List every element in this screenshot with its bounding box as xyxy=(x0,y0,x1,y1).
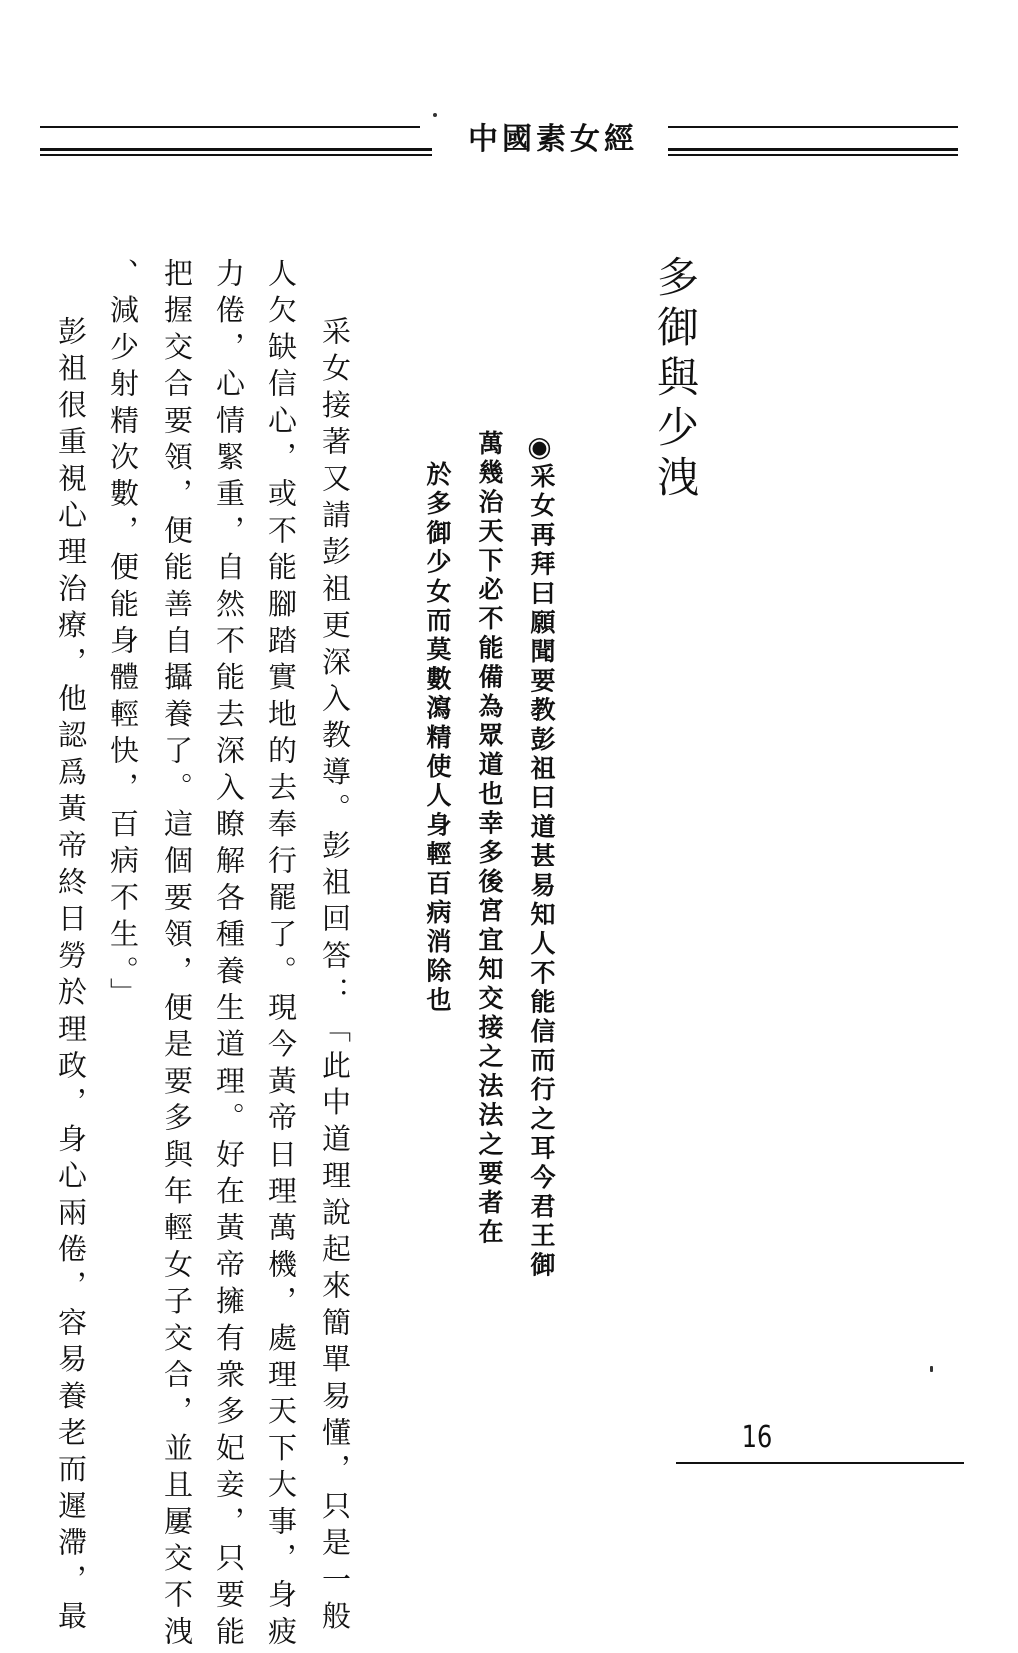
quote-marker-icon: ◉ xyxy=(523,430,556,463)
body-column-5: 、減少射精次數，便能身體輕快，百病不生。」 xyxy=(106,258,140,1015)
body-column-4: 把握交合要領，便能善自攝養了。這個要領，便是要多與年輕女子交合，並且屢交不洩 xyxy=(160,258,194,1653)
quote-line-1: 采女再拜曰願聞要教彭祖曰道甚易知人不能信而行之耳今君王御 xyxy=(527,463,556,1281)
body-column-2: 人欠缺信心，或不能腳踏實地的去奉行罷了。現今黃帝日理萬機，處理天下大事，身疲 xyxy=(264,258,298,1653)
body-column-6: 彭祖很重視心理治療，他認爲黃帝終日勞於理政，身心兩倦，容易養老而遲滯，最 xyxy=(54,316,88,1638)
footer-rule xyxy=(676,1462,964,1464)
book-title: 中國素女經 xyxy=(468,122,638,157)
header-rule-right-bottom-2 xyxy=(668,154,958,156)
section-title: 多御與少洩 xyxy=(651,255,700,505)
header-rule-right-bottom xyxy=(668,148,958,151)
margin-dot xyxy=(930,1366,933,1372)
body-column-3: 力倦，心情緊重，自然不能去深入瞭解各種養生道理。好在黃帝擁有衆多妃妾，只要能 xyxy=(212,258,246,1653)
header-rule-right-top xyxy=(668,126,958,128)
body-column-1: 采女接著又請彭祖更深入教導。彭祖回答：「此中道理說起來簡單易懂，只是一般 xyxy=(318,316,352,1638)
quote-line-2: 萬幾治天下必不能備為眾道也幸多後宮宜知交接之法法之要者在 xyxy=(475,430,504,1248)
header-rule-left-bottom-2 xyxy=(40,154,432,156)
header-rule-left-bottom xyxy=(40,148,432,151)
header-dot xyxy=(433,113,437,117)
page-number: 16 xyxy=(741,1420,773,1455)
quote-line-3: 於多御少女而莫數瀉精使人身輕百病消除也 xyxy=(423,461,452,1016)
header-rule-left-top xyxy=(40,126,420,128)
